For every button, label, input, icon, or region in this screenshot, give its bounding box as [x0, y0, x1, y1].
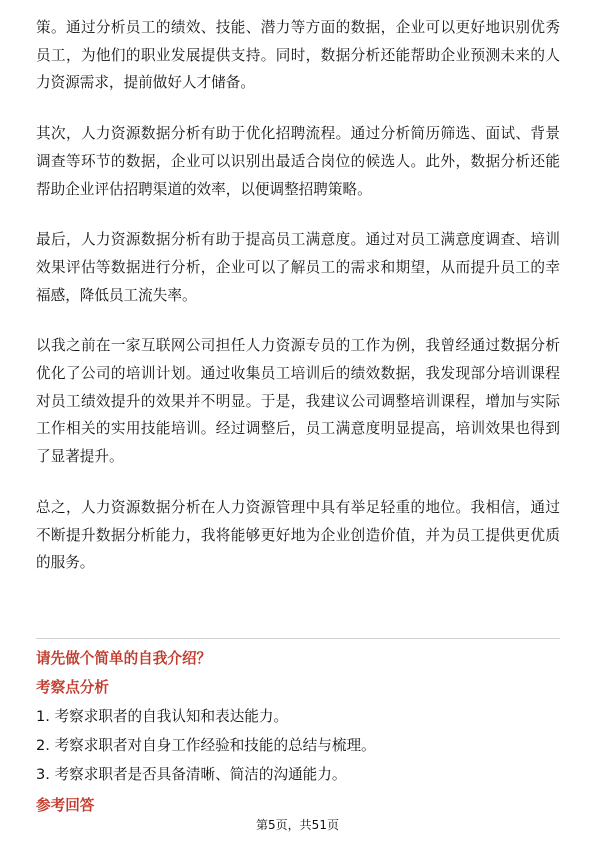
analysis-item-2: 2. 考察求职者对自身工作经验和技能的总结与梳理。: [36, 737, 376, 754]
paragraph-1: 策。通过分析员工的绩效、技能、潜力等方面的数据，企业可以更好地识别优秀员工，为他们的职业发展提供支持。同时，数据分析还能帮助企业预测未来的人力资源需求，提前做好人才储备。: [36, 19, 560, 92]
paragraph-5: 总之，人力资源数据分析在人力资源管理中具有举足轻重的地位。我相信，通过不断提升数据分析能力，我将能够更好地为企业创造价值，并为员工提供更优质的服务。: [36, 498, 560, 572]
page-footer: 第5页，共51页: [256, 818, 339, 832]
analysis-item-1: 1. 考察求职者的自我认知和表达能力。: [36, 708, 289, 725]
document-body: [36, 14, 560, 600]
paragraph-2: 其次，人力资源数据分析有助于优化招聘流程。通过分析简历筛选、面试、背景调查等环节的数据，企业可以识别出最适合岗位的候选人。此外，数据分析还能帮助企业评估招聘渠道的效率，以便调整招聘策略。: [36, 125, 560, 198]
section-divider: [36, 638, 560, 639]
analysis-heading: 考察点分析: [36, 679, 109, 696]
interview-question: 请先做个简单的自我介绍？: [36, 650, 212, 667]
answer-heading: 参考回答: [36, 797, 95, 814]
analysis-item-3: 3. 考察求职者是否具备清晰、简洁的沟通能力。: [36, 766, 347, 783]
paragraph-3: 最后，人力资源数据分析有助于提高员工满意度。通过对员工满意度调查、培训效果评估等数据进行分析，企业可以了解员工的需求和期望，从而提升员工的幸福感，降低员工流失率。: [36, 231, 560, 304]
paragraph-4: 以我之前在一家互联网公司担任人力资源专员的工作为例，我曾经通过数据分析优化了公司的培训计划。通过收集员工培训后的绩效数据，我发现部分培训课程对员工绩效提升的效果并不明显。于是，我建议公司调整培训课程，增加与实际工作相关的实用技能培训。经过调整后，员工满意度明显提高，培训效果也得到了显著提升。: [36, 337, 560, 466]
